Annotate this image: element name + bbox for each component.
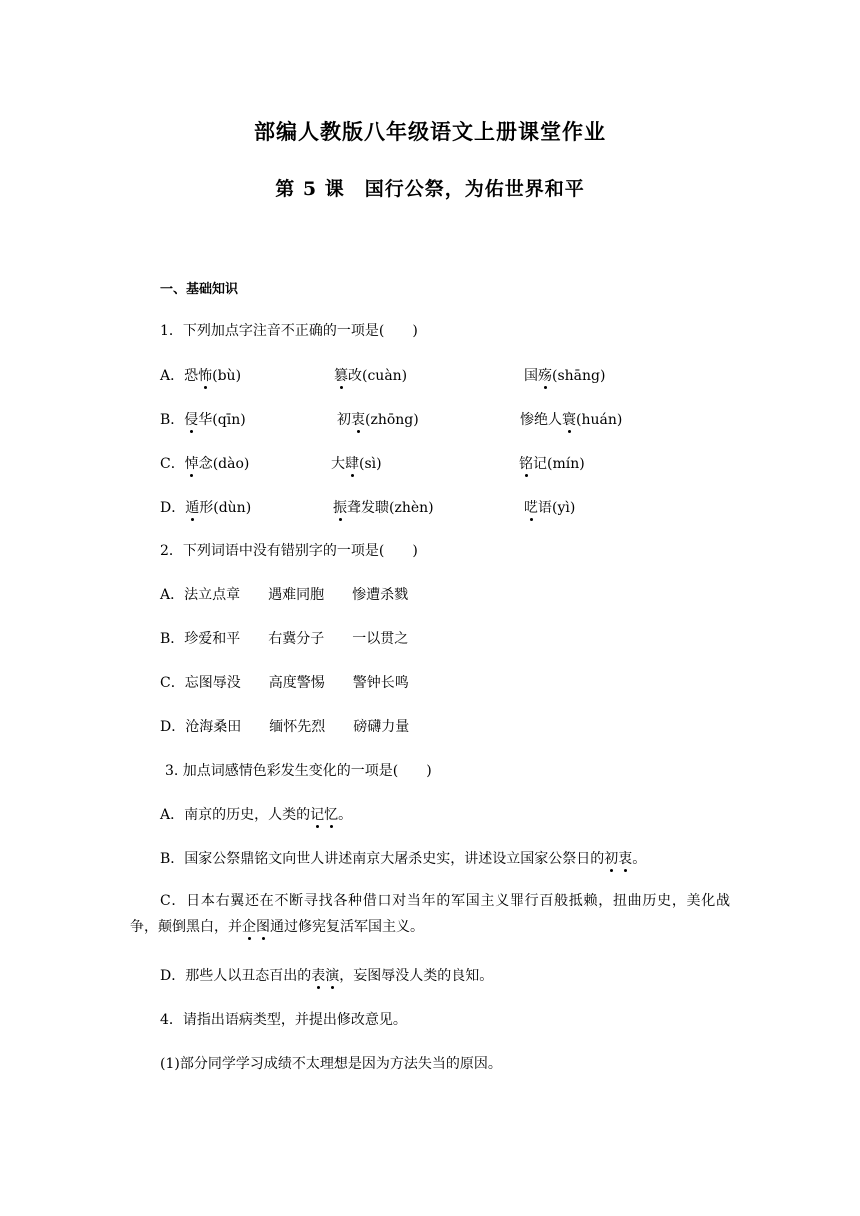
q1-option-c-word-2: 大肆(sì)	[331, 456, 382, 472]
q3-option-a: A．南京的历史，人类的记忆。	[160, 807, 353, 823]
q3-option-d: D．那些人以丑态百出的表演，妄图辱没人类的良知。	[160, 968, 494, 984]
q3-option-c: C．日本右翼还在不断寻找各种借口对当年的军国主义罪行百般抵赖，扭曲历史，美化战争，颠倒黑白，并企图通过修宪复活军国主义。	[130, 893, 730, 935]
section-heading: 一、基础知识	[160, 282, 239, 297]
q1-option-a-word-3: 国殇(shāng)	[524, 368, 606, 384]
page-title: 部编人教版八年级语文上册课堂作业	[254, 119, 606, 144]
q2-option-a: A．法立点章 遇难同胞 惨遭杀戮	[160, 587, 409, 603]
q1-option-b-word-3: 惨绝人寰(huán)	[520, 412, 623, 428]
q4-item-1: (1)部分同学学习成绩不太理想是因为方法失当的原因。	[160, 1056, 502, 1072]
q1-option-c: C．悼念(dào)	[160, 456, 250, 472]
q1-option-a-word-2: 篡改(cuàn)	[334, 368, 408, 384]
q1-option-d-word-3: 呓语(yì)	[524, 500, 576, 516]
q2-option-d: D．沧海桑田 缅怀先烈 磅礴力量	[160, 719, 410, 735]
q3-option-b: B．国家公祭鼎铭文向世人讲述南京大屠杀史实，讲述设立国家公祭日的初衷。	[160, 851, 647, 867]
q1-option-b-word-2: 初衷(zhōng)	[337, 412, 419, 428]
question-1-stem: 1．下列加点字注音不正确的一项是( )	[160, 323, 418, 339]
q1-option-b: B．侵华(qīn)	[160, 412, 246, 428]
q1-option-d-word-2: 振聋发聩(zhèn)	[333, 500, 434, 516]
q1-option-c-word-3: 铭记(mín)	[519, 456, 585, 472]
q2-option-c: C．忘图辱没 高度警惕 警钟长鸣	[160, 675, 409, 691]
question-3-stem: 3. 加点词感情色彩发生变化的一项是( )	[165, 763, 432, 779]
q1-option-a: A．恐怖(bù)	[160, 368, 242, 384]
lesson-subtitle: 第 5 课 国行公祭，为佑世界和平	[275, 178, 585, 200]
q2-option-b: B．珍爱和平 右冀分子 一以贯之	[160, 631, 409, 647]
q1-option-d: D．遁形(dùn)	[160, 500, 252, 516]
question-2-stem: 2．下列词语中没有错别字的一项是( )	[160, 543, 418, 559]
question-4-stem: 4．请指出语病类型，并提出修改意见。	[160, 1012, 407, 1028]
